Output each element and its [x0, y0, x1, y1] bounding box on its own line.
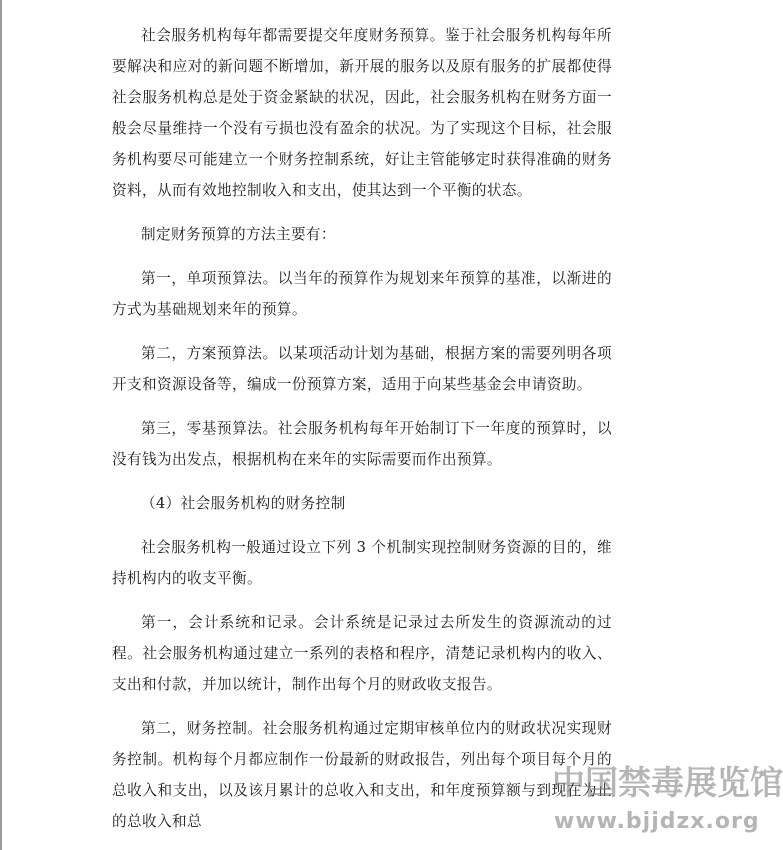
- section-heading-financial-control: （4）社会服务机构的财务控制: [141, 495, 346, 512]
- watermark-name: 中国禁毒展览馆: [552, 763, 783, 802]
- paragraph-budget-intro: 社会服务机构每年都需要提交年度财务预算。鉴于社会服务机构每年所要解决和应对的新问题不断增加，新开展的服务以及原有服务的扩展都使得社会服务机构总是处于资金紧缺的状况，因此，社会服务机构在财务方面一般会尽量维持一个没有亏损也没有盈余的状况。为了实现这个目标，社会服务机构要尽可能建立一个财务控制系统，好让主管能够定时获得准确的财务资料，从而有效地控制收入和支出，使其达到一个平衡的状态。: [112, 27, 612, 199]
- document-body: [112, 20, 612, 850]
- paragraph-accounting-system: 第一，会计系统和记录。会计系统是记录过去所发生的资源流动的过程。社会服务机构通过建立一系列的表格和程序，清楚记录机构内的收入、支出和付款，并加以统计，制作出每个月的财政收支报告。: [112, 614, 612, 693]
- paragraph-method-zero-based: 第三，零基预算法。社会服务机构每年开始制订下一年度的预算时，以没有钱为出发点，根据机构在来年的实际需要而作出预算。: [112, 420, 612, 468]
- paragraph-method-item-budget: 第一，单项预算法。以当年的预算作为规划来年预算的基准，以渐进的方式为基础规划来年的预算。: [112, 270, 612, 318]
- watermark-url: www.bjjdzx.org: [554, 809, 760, 834]
- paragraph-method-program-budget: 第二，方案预算法。以某项活动计划为基础，根据方案的需要列明各项开支和资源设备等，编成一份预算方案，适用于向某些基金会申请资助。: [112, 345, 612, 393]
- paragraph-budget-methods-lead: 制定财务预算的方法主要有：: [141, 226, 336, 243]
- page-left-border: [0, 0, 2, 850]
- paragraph-control-mechanisms-lead: 社会服务机构一般通过设立下列 3 个机制实现控制财务资源的目的，维持机构内的收支平衡。: [112, 539, 612, 587]
- paragraph-financial-control: 第二，财务控制。社会服务机构通过定期审核单位内的财政状况实现财务控制。机构每个月都应制作一份最新的财政报告，列出每个项目每个月的总收入和支出，以及该月累计的总收入和支出，和年度预算额与到现在为止的总收入和总: [112, 720, 612, 830]
